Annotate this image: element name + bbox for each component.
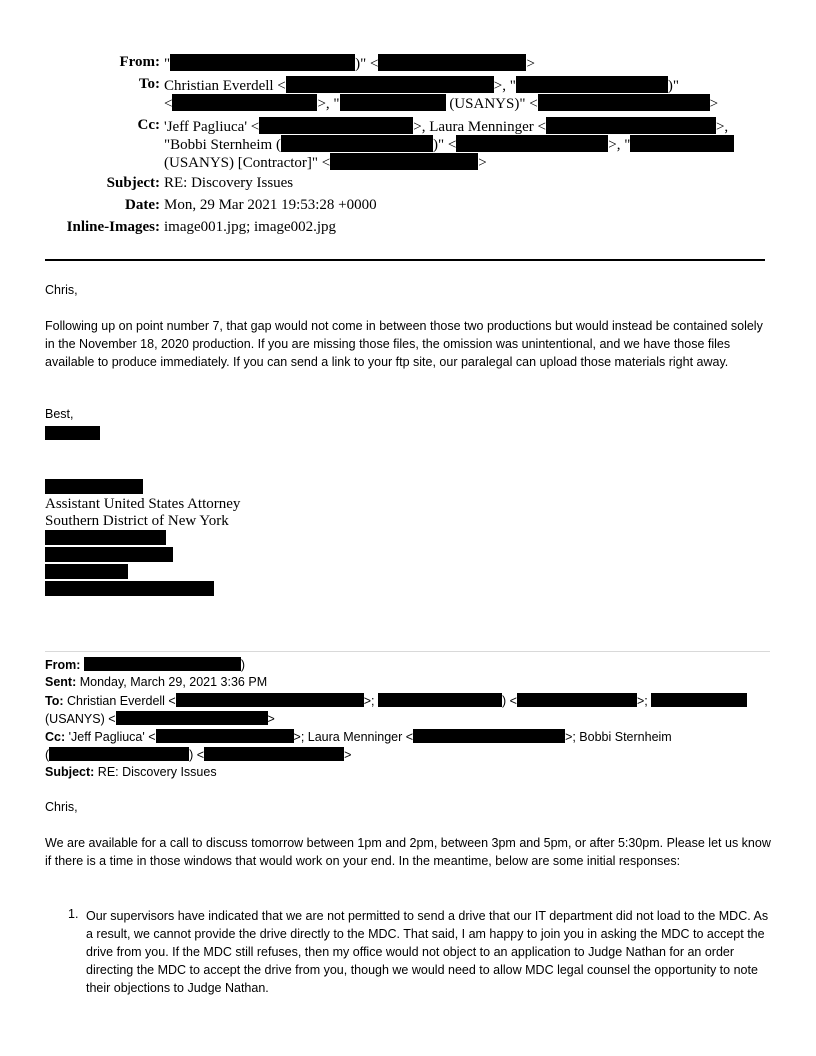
cc-sep: >, ": [608, 137, 631, 153]
signature-office: Southern District of New York: [45, 513, 229, 529]
redaction-block: [281, 135, 433, 152]
quoted-from-label: From:: [45, 658, 81, 672]
quoted-cc-line2: [45, 747, 351, 762]
to-value-line1: [164, 76, 679, 95]
quoted-to-line2: [45, 711, 275, 726]
list-item-1: Our supervisors have indicated that we are not permitted to send a drive that our IT department did not load to the MDC. As a result, we cannot provide the drive directly to the MDC. That said, I am happy to join you in asking the MDC to accept the drive from you. If the MDC still refuses, then my office would not object to an application to Judge Nathan for an order directing the MDC to accept the drive from you, though we would need to allow MDC legal counsel the opportunity to note their objections to Judge Nathan.: [86, 909, 769, 995]
subject-value: RE: Discovery Issues: [164, 175, 294, 191]
quoted-to-sep: >;: [363, 694, 375, 708]
to-sep: >: [709, 96, 719, 112]
redaction-block: [378, 54, 526, 71]
redaction-block: [172, 94, 317, 111]
message1-greeting: Chris,: [45, 283, 78, 297]
redaction-block: [170, 54, 355, 71]
to-label: To:: [138, 76, 160, 92]
message1-signoff: Best,: [45, 407, 74, 421]
cc-sep: >: [478, 155, 487, 171]
from-sep: )" <: [355, 56, 379, 72]
quoted-to-sep: >;: [636, 694, 648, 708]
redaction-block: [45, 530, 166, 545]
redaction-block: [45, 581, 214, 596]
quoted-cc-recipient: 'Jeff Pagliuca' <: [68, 730, 156, 744]
cc-label: Cc:: [137, 117, 160, 133]
list-number-1: 1.: [68, 907, 79, 921]
redaction-block: [330, 153, 478, 170]
to-value-line2: [164, 94, 718, 113]
cc-recipient: "Bobbi Sternheim (: [164, 137, 281, 153]
redaction-block: [340, 94, 446, 111]
quoted-subject-line: [45, 765, 217, 779]
quoted-cc-recipient: >; Laura Menninger <: [293, 730, 414, 744]
from-end: >: [526, 56, 535, 72]
redaction-block: [517, 693, 637, 707]
quoted-from-line: [45, 657, 245, 672]
to-sep: >, ": [317, 96, 340, 112]
quoted-subject-label: Subject:: [45, 765, 95, 779]
redaction-block: [516, 76, 668, 93]
quoted-cc-sep: >: [344, 748, 352, 762]
quoted-divider: [45, 651, 770, 652]
cc-recipient: 'Jeff Pagliuca' <: [164, 119, 260, 135]
cc-value-line3: [164, 153, 487, 172]
from-label: From:: [119, 54, 160, 70]
redaction-block: [45, 426, 100, 440]
redaction-block: [204, 747, 344, 761]
from-value: [164, 54, 535, 73]
from-quote: ": [164, 56, 171, 72]
quoted-cc-label: Cc:: [45, 730, 66, 744]
inline-images-label: Inline-Images:: [66, 219, 160, 235]
quoted-from-end: ): [240, 658, 246, 672]
redaction-block: [413, 729, 565, 743]
redaction-block: [49, 747, 189, 761]
quoted-to-sep: >: [267, 712, 275, 726]
quoted-sent-value: Monday, March 29, 2021 3:36 PM: [79, 675, 268, 689]
redaction-block: [259, 117, 413, 134]
quoted-cc-sep: (: [45, 748, 50, 762]
quoted-to-label: To:: [45, 694, 64, 708]
redaction-block: [45, 564, 128, 579]
message2-body: We are available for a call to discuss tomorrow between 1pm and 2pm, between 3pm and 5pm, or after 5:30pm. Please let us know if there is a time in those windows that would work on your end. In the meantime, below are some initial responses:: [45, 836, 771, 868]
to-sep: )": [667, 78, 679, 94]
cc-sep: )" <: [432, 137, 457, 153]
redaction-block: [651, 693, 747, 707]
redaction-block: [176, 693, 364, 707]
redaction-block: [156, 729, 294, 743]
redaction-block: [456, 135, 608, 152]
quoted-to-line1: [45, 693, 747, 708]
to-sep: <: [164, 96, 173, 112]
redaction-block: [45, 479, 143, 494]
quoted-cc-line1: [45, 729, 672, 744]
signature-title: Assistant United States Attorney: [45, 496, 241, 512]
quoted-subject-value: RE: Discovery Issues: [97, 765, 217, 779]
cc-recipient: (USANYS) [Contractor]" <: [164, 155, 331, 171]
header-divider: [45, 259, 765, 261]
quoted-cc-sep: ) <: [189, 748, 205, 762]
quoted-cc-recipient: >; Bobbi Sternheim: [565, 730, 672, 744]
date-value: Mon, 29 Mar 2021 19:53:28 +0000: [164, 197, 377, 213]
message1-body: Following up on point number 7, that gap would not come in between those two productions but would instead be contained solely in the November 18, 2020 production. If you are missing those files, the omission was unintentional, and we have those files available to produce immediately. If you can send a link to your ftp site, our paralegal can upload those materials right away.: [45, 319, 763, 369]
to-org: (USANYS)" <: [449, 96, 538, 112]
inline-images-value: image001.jpg; image002.jpg: [164, 219, 337, 235]
quoted-sent-label: Sent:: [45, 675, 77, 689]
redaction-block: [286, 76, 494, 93]
redaction-block: [538, 94, 710, 111]
redaction-block: [84, 657, 241, 671]
date-label: Date:: [125, 197, 160, 213]
to-recipient-name: Christian Everdell <: [164, 78, 286, 94]
cc-value-line1: [164, 117, 728, 136]
subject-label: Subject:: [106, 175, 160, 191]
redaction-block: [116, 711, 268, 725]
quoted-to-sep: ) <: [502, 694, 517, 708]
redaction-block: [630, 135, 734, 152]
cc-sep: >,: [715, 119, 729, 135]
to-sep: >, ": [493, 78, 516, 94]
quoted-sent-line: [45, 675, 267, 689]
redaction-block: [546, 117, 716, 134]
quoted-to-recipient: Christian Everdell <: [67, 694, 176, 708]
message2-greeting: Chris,: [45, 800, 78, 814]
redaction-block: [45, 547, 173, 562]
cc-value-line2: [164, 135, 734, 154]
quoted-to-org: (USANYS) <: [45, 712, 116, 726]
redaction-block: [378, 693, 502, 707]
cc-recipient: >, Laura Menninger <: [413, 119, 546, 135]
